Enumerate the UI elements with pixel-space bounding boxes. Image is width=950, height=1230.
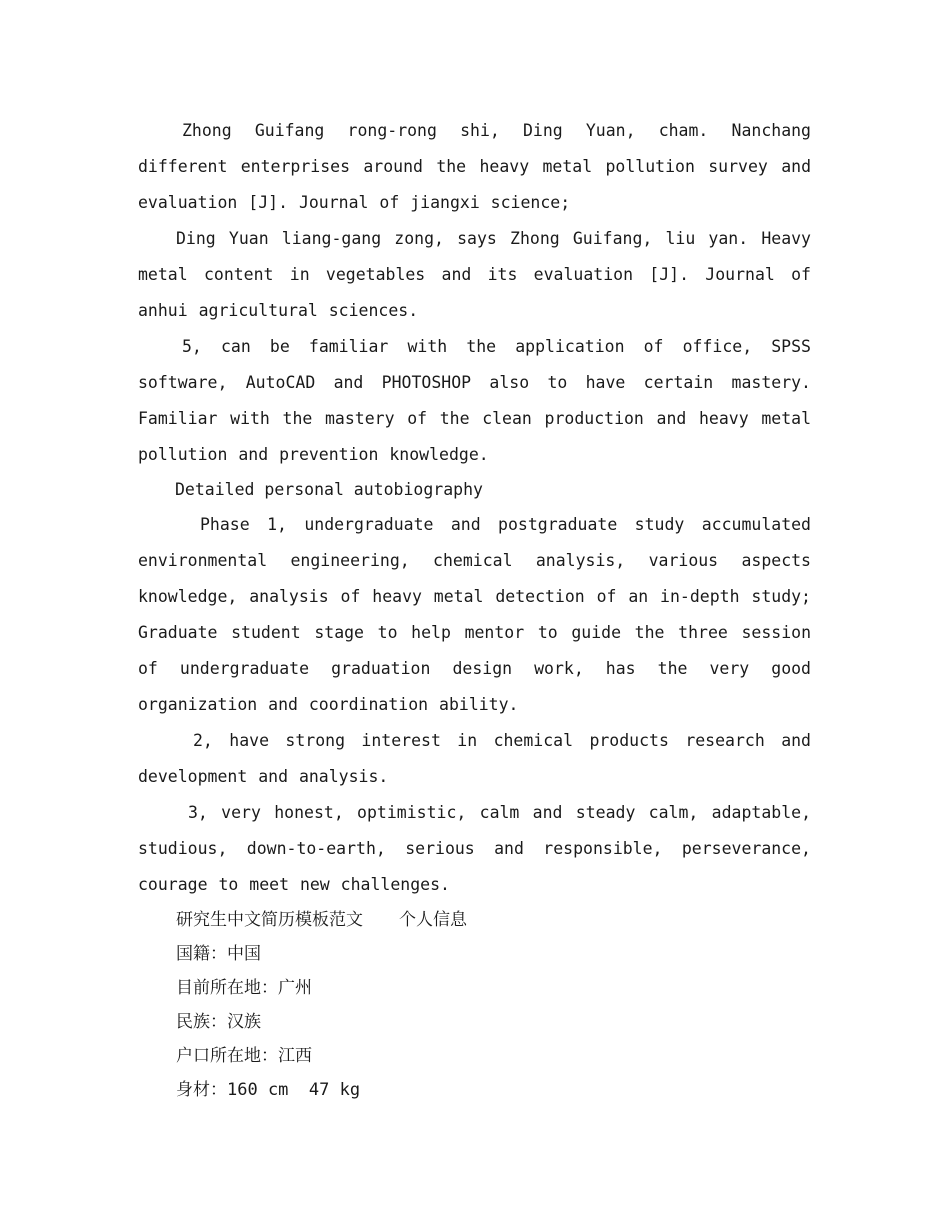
reference-paragraph-1: Zhong Guifang rong-rong shi, Ding Yuan, cham. Nanchang different enterprises around the heavy metal pollution survey and evaluation [J]. Journal of jiangxi science; (138, 121, 811, 212)
cn-field-hukou: 户口所在地：江西 (176, 1046, 312, 1066)
autobiography-heading: Detailed personal autobiography (175, 480, 483, 499)
cn-field-ethnicity: 民族：汉族 (176, 1012, 261, 1032)
autobiography-paragraph-2: 2, have strong interest in chemical products research and development and analysis. (138, 731, 811, 786)
reference-paragraph-2: Ding Yuan liang-gang zong, says Zhong Guifang, liu yan. Heavy metal content in vegetables and its evaluation [J]. Journal of anhui agricultural sciences. (138, 229, 811, 320)
cn-field-location: 目前所在地：广州 (176, 978, 312, 998)
cn-field-physique: 身材：160 cm 47 kg (176, 1080, 361, 1100)
cn-title-line (138, 903, 811, 937)
cn-field-nationality: 国籍：中国 (176, 944, 261, 964)
cn-section-label: 个人信息 (399, 910, 467, 930)
document-body (138, 113, 811, 1107)
autobiography-paragraph-1: Phase 1, undergraduate and postgraduate study accumulated environmental engineering, chemical analysis, various aspects knowledge, analysis of heavy metal detection of an in-depth study; Graduate student stage to help mentor to guide the three session of undergraduate graduation design work, has the very good organization and coordination ability. (138, 515, 811, 714)
cn-resume-title: 研究生中文简历模板范文 (176, 910, 363, 930)
skills-paragraph: 5, can be familiar with the application of office, SPSS software, AutoCAD and PHOTOSHOP also to have certain mastery. Familiar with the mastery of the clean production and heavy metal pollution and prevention knowledge. (138, 337, 811, 464)
autobiography-paragraph-3: 3, very honest, optimistic, calm and steady calm, adaptable, studious, down-to-earth, serious and responsible, perseverance, courage to meet new challenges. (138, 803, 811, 894)
